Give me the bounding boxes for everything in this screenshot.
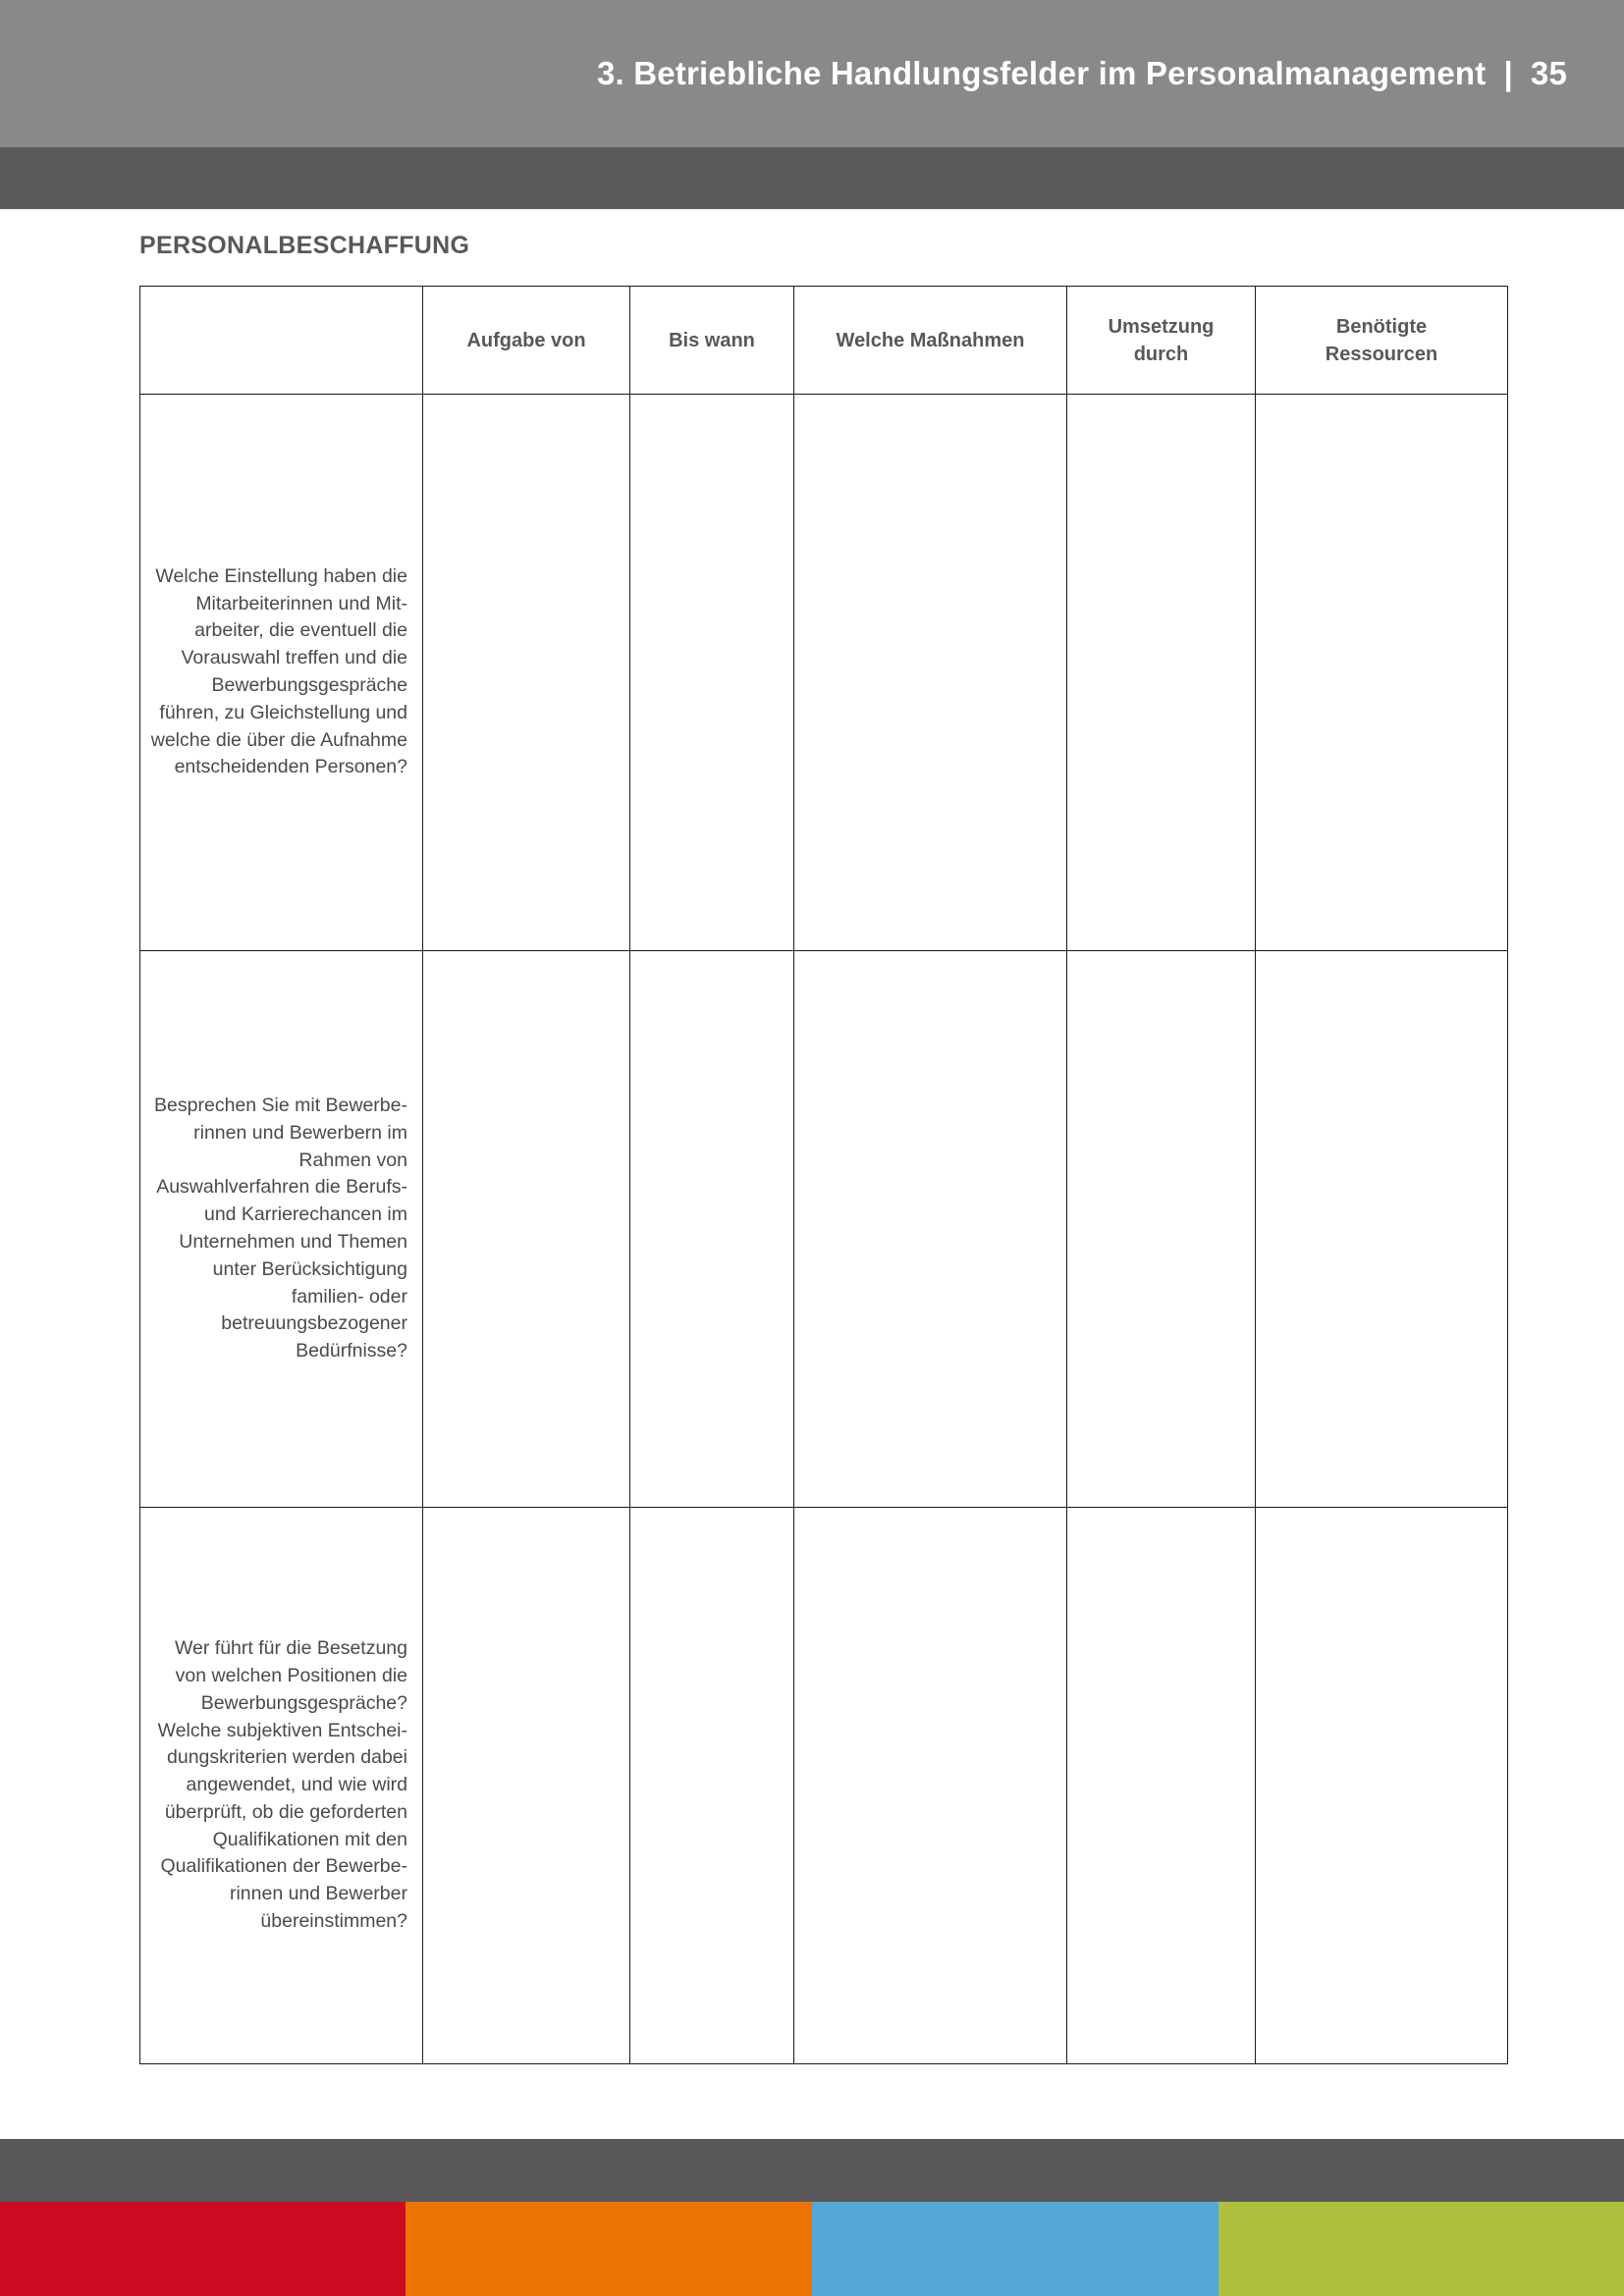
footer-color-bar-orange — [406, 2202, 812, 2296]
column-header-bis-wann: Bis wann — [630, 287, 794, 395]
chapter-title: 3. Betriebliche Handlungsfelder im Personalmanagement — [596, 55, 1487, 91]
answer-cell-massnahmen[interactable] — [794, 951, 1067, 1508]
answer-cell-bis-wann[interactable] — [630, 1508, 794, 2064]
footer-color-bar-blue — [812, 2202, 1218, 2296]
answer-cell-bis-wann[interactable] — [630, 395, 794, 951]
section-title: PERSONALBESCHAFFUNG — [139, 232, 470, 259]
title-separator: | — [1503, 55, 1513, 91]
answer-cell-massnahmen[interactable] — [794, 1508, 1067, 2064]
answer-cell-ressourcen[interactable] — [1256, 1508, 1508, 2064]
answer-cell-massnahmen[interactable] — [794, 395, 1067, 951]
footer-color-bar-green — [1218, 2202, 1624, 2296]
answer-cell-umsetzung[interactable] — [1067, 395, 1256, 951]
column-header-question — [140, 287, 423, 395]
question-cell: Wer führt für die Besetzung von welchen Positionen die Bewerbungsgespräche? Welche subjektiven Entscheidungskriterien werden dabei angewendet, und wie wird überprüft, ob die geforderten Qualifikationen mit den Qualifikationen der Bewerberinnen und Bewerber übereinstimmen? — [140, 1508, 423, 2064]
answer-cell-umsetzung[interactable] — [1067, 951, 1256, 1508]
question-cell: Welche Einstellung haben die Mitarbeiterinnen und Mitarbeiter, die eventuell die Vorauswahl treffen und die Bewerbungsgespräche führen, zu Gleichstellung und welche die über die Aufnahme entscheidenden Personen? — [140, 395, 423, 951]
answer-cell-ressourcen[interactable] — [1256, 395, 1508, 951]
column-header-massnahmen: Welche Maßnahmen — [794, 287, 1067, 395]
answer-cell-aufgabe-von[interactable] — [423, 395, 630, 951]
answer-cell-aufgabe-von[interactable] — [423, 1508, 630, 2064]
column-header-umsetzung: Umsetzung durch — [1067, 287, 1256, 395]
footer-dark-band — [0, 2139, 1624, 2202]
chapter-title-line — [597, 55, 1567, 92]
answer-cell-ressourcen[interactable] — [1256, 951, 1508, 1508]
page-header — [0, 0, 1624, 147]
header-dark-band — [0, 147, 1624, 209]
table-row — [140, 951, 1508, 1508]
answer-cell-aufgabe-von[interactable] — [423, 951, 630, 1508]
page-number: 35 — [1530, 55, 1567, 91]
answer-cell-umsetzung[interactable] — [1067, 1508, 1256, 2064]
planning-table — [139, 286, 1508, 2064]
table-header-row — [140, 287, 1508, 395]
question-cell: Besprechen Sie mit Bewerberinnen und Bewerbern im Rahmen von Auswahlverfahren die Berufs- und Karrierechancen im Unternehmen und Themen unter Berücksichtigung familien- oder betreuungsbezogener Bedürfnisse? — [140, 951, 423, 1508]
table-row — [140, 395, 1508, 951]
table-row — [140, 1508, 1508, 2064]
footer-color-bar-red — [0, 2202, 406, 2296]
column-header-aufgabe-von: Aufgabe von — [423, 287, 630, 395]
column-header-ressourcen: Benötigte Ressourcen — [1256, 287, 1508, 395]
answer-cell-bis-wann[interactable] — [630, 951, 794, 1508]
